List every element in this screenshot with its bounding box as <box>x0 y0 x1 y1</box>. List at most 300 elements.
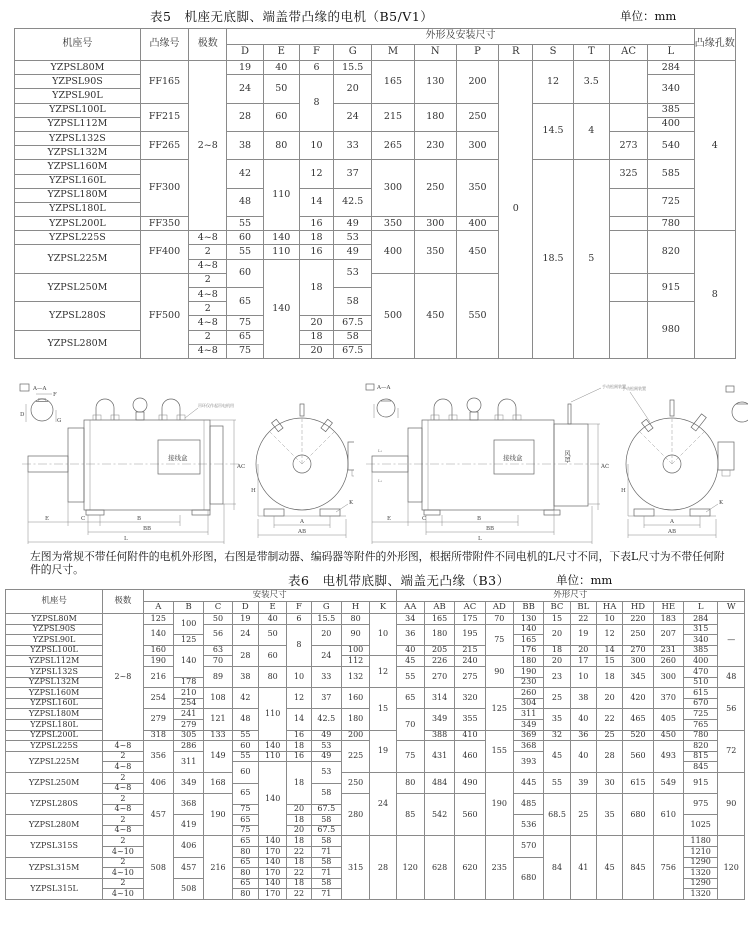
data-cell: 270 <box>424 666 454 687</box>
data-cell: 178 <box>174 677 204 688</box>
header-cell: E <box>259 602 287 614</box>
data-cell: 130 <box>414 61 456 104</box>
header-cell: AC <box>455 602 485 614</box>
header-cell: AC <box>609 45 647 61</box>
brake-release-rod <box>568 404 571 424</box>
data-cell: 845 <box>623 836 653 900</box>
data-cell: 10 <box>370 614 396 656</box>
data-cell: 1290 <box>684 878 718 889</box>
data-cell: 300 <box>414 217 456 231</box>
data-cell: 50 <box>259 624 287 645</box>
data-cell: 250 <box>414 160 456 217</box>
header-cell: P <box>456 45 498 61</box>
data-cell: 58 <box>334 288 372 316</box>
data-cell: 405 <box>653 709 683 730</box>
motor-front-view <box>621 385 734 538</box>
data-cell: 133 <box>204 730 232 741</box>
data-cell: 2 <box>103 772 143 783</box>
data-cell: 56 <box>718 688 745 730</box>
data-cell: 4~10 <box>103 889 143 900</box>
header-cell: K <box>370 602 396 614</box>
header-cell: BL <box>570 602 596 614</box>
data-cell: YZPSL200L <box>6 730 103 741</box>
data-cell <box>609 231 647 274</box>
data-cell: 80 <box>232 868 258 879</box>
data-cell: 1290 <box>684 857 718 868</box>
header-cell: AA <box>396 602 424 614</box>
data-cell: YZPSL280S <box>15 302 141 330</box>
data-cell: 36 <box>570 730 596 741</box>
dim-k-label: K <box>719 500 724 506</box>
data-cell: 350 <box>372 217 414 231</box>
data-cell: 457 <box>143 794 173 836</box>
data-cell: 4~8 <box>189 344 227 358</box>
data-cell: 4~10 <box>103 847 143 858</box>
data-cell: 520 <box>623 730 653 741</box>
data-cell: 780 <box>684 730 718 741</box>
data-cell: 140 <box>259 762 287 836</box>
data-cell: 30 <box>596 772 622 793</box>
data-cell: 510 <box>684 677 718 688</box>
data-table <box>5 589 745 900</box>
data-cell: YZPSL280M <box>6 815 103 836</box>
data-cell: 149 <box>204 741 232 773</box>
data-cell: 325 <box>609 160 647 188</box>
data-cell: 22 <box>596 709 622 730</box>
dim-f-label: F <box>53 392 57 398</box>
data-cell: 80 <box>263 131 299 159</box>
data-cell: 549 <box>653 772 683 793</box>
data-cell: 34 <box>396 614 424 625</box>
data-cell: 190 <box>513 666 543 677</box>
data-cell: 165 <box>424 614 454 625</box>
data-cell: 28 <box>232 645 258 666</box>
motor-drawing-right <box>358 376 748 546</box>
data-cell: 820 <box>684 741 718 752</box>
header-cell: N <box>414 45 456 61</box>
data-cell: 60 <box>232 762 258 783</box>
lifting-hook <box>96 399 114 420</box>
data-cell: 450 <box>456 231 498 274</box>
data-cell: 610 <box>653 794 683 836</box>
data-cell: 60 <box>227 231 263 245</box>
data-cell: 45 <box>544 741 570 773</box>
foot <box>424 510 440 515</box>
data-cell: 190 <box>143 656 173 667</box>
data-cell: 75 <box>485 624 513 656</box>
data-cell: 20 <box>544 656 570 667</box>
data-cell: YZPSL100L <box>6 645 103 656</box>
data-cell: 20 <box>287 804 311 815</box>
shaft-section-detail-partial <box>726 386 748 422</box>
data-cell: 40 <box>570 741 596 773</box>
data-cell: YZPSL225M <box>15 245 141 273</box>
data-cell: 65 <box>232 857 258 868</box>
data-cell: 36 <box>396 624 424 645</box>
data-cell: 67.5 <box>311 804 341 815</box>
data-cell: 540 <box>648 131 694 159</box>
data-cell: 230 <box>513 677 543 688</box>
data-cell: 28 <box>596 741 622 773</box>
data-cell: 80 <box>259 666 287 687</box>
data-cell: 18 <box>287 762 311 804</box>
data-cell: 16 <box>299 217 333 231</box>
data-cell: 8 <box>299 75 333 132</box>
data-cell: 48 <box>227 188 263 216</box>
brake-lever <box>691 414 706 431</box>
end-bracket <box>68 428 84 502</box>
data-cell: 10 <box>570 666 596 687</box>
data-cell: 250 <box>456 103 498 131</box>
motor-side-view <box>366 383 626 544</box>
header-cell: T <box>573 45 609 61</box>
header-cell: 外形及安装尺寸 <box>227 29 694 45</box>
data-cell: 67.5 <box>311 825 341 836</box>
data-cell: 48 <box>718 666 745 687</box>
data-cell: 4~8 <box>189 316 227 330</box>
data-cell: 80 <box>232 889 258 900</box>
data-cell: 68.5 <box>544 794 570 836</box>
header-cell: S <box>533 45 573 61</box>
data-cell: 315 <box>341 836 369 900</box>
data-cell: YZPSL100L <box>15 103 141 117</box>
header-cell: L <box>684 602 718 614</box>
header-cell: A <box>143 602 173 614</box>
data-cell: 368 <box>513 741 543 752</box>
data-cell: 25 <box>596 730 622 741</box>
dim-e-label: E <box>387 516 392 522</box>
data-cell: 2~8 <box>189 61 227 231</box>
data-cell: 70 <box>485 614 513 625</box>
data-cell: 393 <box>513 751 543 772</box>
table-row <box>15 131 736 145</box>
data-cell: 14 <box>596 645 622 656</box>
data-cell: 140 <box>263 231 299 245</box>
data-cell: 4 <box>573 103 609 160</box>
data-cell: 915 <box>648 273 694 301</box>
header-cell: AB <box>424 602 454 614</box>
data-cell: — <box>718 614 745 667</box>
header-cell: HE <box>653 602 683 614</box>
data-cell <box>609 61 647 104</box>
data-cell: 508 <box>174 878 204 899</box>
data-cell: 284 <box>648 61 694 75</box>
data-cell: 3.5 <box>573 61 609 104</box>
data-cell: 28 <box>370 836 396 900</box>
data-cell: 40 <box>570 709 596 730</box>
data-cell: 370 <box>653 688 683 709</box>
data-cell: 183 <box>653 614 683 625</box>
data-cell: 368 <box>174 794 204 815</box>
data-cell: 40 <box>259 614 287 625</box>
data-cell: 80 <box>341 614 369 625</box>
data-cell: 10 <box>299 131 333 159</box>
data-cell: 49 <box>334 245 372 259</box>
data-cell: FF350 <box>140 217 188 231</box>
foot <box>86 510 104 515</box>
data-cell: 190 <box>204 794 232 836</box>
data-cell: 58 <box>311 783 341 804</box>
data-cell: 58 <box>311 815 341 826</box>
data-cell: 284 <box>684 614 718 625</box>
data-cell: 18 <box>287 878 311 889</box>
data-cell: 0 <box>499 61 533 359</box>
header-cell: F <box>299 45 333 61</box>
data-cell: 2 <box>189 330 227 344</box>
foot <box>544 510 560 515</box>
data-cell: YZPSL132S <box>6 666 103 677</box>
dim-h-label: H <box>251 488 256 494</box>
data-cell: 2 <box>103 815 143 826</box>
motor-side-front-view-plain <box>12 376 354 546</box>
data-cell: 165 <box>372 61 414 104</box>
data-cell: 304 <box>513 698 543 709</box>
data-cell: 55 <box>227 217 263 231</box>
eyebolt-front <box>300 404 304 416</box>
data-cell: 349 <box>174 772 204 793</box>
data-cell: 28 <box>227 103 263 131</box>
data-cell: 132 <box>341 666 369 687</box>
data-cell: 75 <box>227 344 263 358</box>
data-cell: 508 <box>143 836 173 900</box>
eyebolt-icon <box>133 398 147 412</box>
data-cell: FF165 <box>140 61 188 104</box>
data-cell: FF500 <box>140 273 188 358</box>
data-cell: 58 <box>334 330 372 344</box>
shaft-section-detail <box>20 384 61 424</box>
data-cell: 12 <box>370 656 396 688</box>
data-cell: 70 <box>396 709 424 741</box>
data-cell: YZPSL225M <box>6 751 103 772</box>
section-label: A—A <box>377 385 391 391</box>
data-cell: 241 <box>174 709 204 720</box>
data-cell: 65 <box>227 288 263 316</box>
header-cell: R <box>499 45 533 61</box>
data-cell: YZPSL180L <box>6 719 103 730</box>
dim-h-label: H <box>621 488 626 494</box>
data-cell: 110 <box>263 160 299 231</box>
data-cell: 55 <box>232 751 258 762</box>
data-cell: 24 <box>311 645 341 666</box>
data-cell: YZPSL280S <box>6 794 103 815</box>
data-cell: 24 <box>370 772 396 836</box>
data-cell: YZPSL112M <box>6 656 103 667</box>
data-cell: 350 <box>414 231 456 274</box>
data-cell: 180 <box>341 709 369 730</box>
table-row <box>6 772 745 783</box>
data-cell: 16 <box>287 730 311 741</box>
data-cell: 140 <box>259 836 287 847</box>
data-cell: 60 <box>263 103 299 131</box>
data-cell: 680 <box>623 794 653 836</box>
data-cell: 216 <box>143 666 173 687</box>
header-cell: C <box>204 602 232 614</box>
data-cell: 318 <box>143 730 173 741</box>
foot <box>264 509 284 516</box>
data-cell: 75 <box>396 741 424 773</box>
header-cell: E <box>263 45 299 61</box>
data-cell: 315 <box>684 624 718 635</box>
data-cell: 16 <box>299 245 333 259</box>
data-cell: 305 <box>174 730 204 741</box>
foot <box>634 509 654 516</box>
data-cell: 56 <box>204 624 232 645</box>
foot <box>192 510 210 515</box>
data-cell: YZPSL80M <box>15 61 141 75</box>
table-row <box>15 217 736 231</box>
header-cell: D <box>232 602 258 614</box>
data-cell: 205 <box>424 645 454 656</box>
data-cell: 975 <box>684 794 718 815</box>
table-row <box>15 160 736 174</box>
dim-a-label: A <box>670 519 674 525</box>
data-cell: 460 <box>455 741 485 773</box>
data-cell: 140 <box>259 878 287 889</box>
data-cell: 2 <box>189 245 227 259</box>
data-cell: 19 <box>227 61 263 75</box>
data-cell: 419 <box>174 815 204 836</box>
eyebolt-icon <box>467 398 481 412</box>
data-cell: 6 <box>287 614 311 625</box>
data-cell: 4 <box>694 61 735 231</box>
data-cell: 58 <box>311 878 341 889</box>
data-cell: 58 <box>311 857 341 868</box>
data-cell: 18 <box>287 836 311 847</box>
data-cell: FF300 <box>140 160 188 217</box>
data-cell: 35 <box>596 794 622 836</box>
data-cell: 53 <box>334 231 372 245</box>
table6-unit-label: 单位：mm <box>556 573 613 587</box>
data-cell: 25 <box>544 688 570 709</box>
fan-cover <box>210 426 223 504</box>
data-cell: YZPSL90S <box>15 75 141 89</box>
data-cell: 75 <box>232 825 258 836</box>
data-cell: 108 <box>204 688 232 709</box>
data-cell: YZPSL132S <box>15 131 141 145</box>
data-cell: 18 <box>544 645 570 656</box>
data-cell: 406 <box>174 836 204 857</box>
data-cell: YZPSL90S <box>6 624 103 635</box>
data-cell: 2 <box>103 836 143 847</box>
data-cell: 2 <box>103 878 143 889</box>
data-cell: YZPSL90L <box>6 635 103 646</box>
dim-l-label: L <box>478 536 482 542</box>
data-cell: 6 <box>299 61 333 75</box>
motor-side-view <box>22 398 245 544</box>
data-cell: 38 <box>227 131 263 159</box>
data-cell: 140 <box>259 857 287 868</box>
motor-drawing-left <box>12 376 354 546</box>
data-cell: 286 <box>174 741 204 752</box>
data-cell: 215 <box>372 103 414 131</box>
data-cell: 80 <box>232 847 258 858</box>
data-cell: YZPSL132M <box>6 677 103 688</box>
data-cell: 320 <box>455 688 485 709</box>
data-cell: 170 <box>259 868 287 879</box>
data-cell: 369 <box>513 730 543 741</box>
data-cell: YZPSL180M <box>6 709 103 720</box>
data-cell: 180 <box>414 103 456 131</box>
data-cell: 71 <box>311 889 341 900</box>
data-cell: 349 <box>424 709 454 730</box>
table5-container <box>14 28 736 359</box>
data-cell: 121 <box>204 709 232 730</box>
section-label: A—A <box>33 386 47 392</box>
data-cell: 4~8 <box>103 762 143 773</box>
table-row <box>15 231 736 245</box>
data-cell: 60 <box>232 741 258 752</box>
data-cell: 431 <box>424 741 454 773</box>
data-cell: FF215 <box>140 103 188 131</box>
data-cell: 225 <box>341 741 369 773</box>
data-cell: 50 <box>204 614 232 625</box>
data-cell: 58 <box>311 836 341 847</box>
data-cell: 55 <box>232 730 258 741</box>
data-cell: 450 <box>653 730 683 741</box>
data-cell: 18 <box>299 259 333 316</box>
data-cell: 445 <box>513 772 543 793</box>
data-cell: YZPSL80M <box>6 614 103 625</box>
data-cell: 210 <box>174 688 204 699</box>
data-cell: 25 <box>570 794 596 836</box>
dim-k-label: K <box>349 500 354 506</box>
data-cell: 19 <box>570 624 596 645</box>
data-cell: 300 <box>623 656 653 667</box>
table-row <box>15 61 736 75</box>
header-cell: 极数 <box>103 590 143 614</box>
data-cell: 400 <box>648 117 694 131</box>
data-cell: 493 <box>653 741 683 773</box>
header-cell: HA <box>596 602 622 614</box>
data-cell <box>609 217 647 231</box>
data-cell: 300 <box>653 666 683 687</box>
table6-container <box>5 589 745 900</box>
data-cell: 90 <box>485 656 513 688</box>
motor-side-front-view-with-brake <box>358 376 748 546</box>
data-cell: 65 <box>232 836 258 847</box>
dim-g-label: G <box>57 418 62 424</box>
header-cell: M <box>372 45 414 61</box>
terminal-box-label: 接线盒 <box>168 454 188 462</box>
data-cell: 140 <box>174 645 204 677</box>
data-cell: 15 <box>596 656 622 667</box>
data-cell: 265 <box>372 131 414 159</box>
data-cell: 400 <box>684 656 718 667</box>
data-cell: 470 <box>684 666 718 677</box>
data-cell: 725 <box>684 709 718 720</box>
header-cell: 机座号 <box>6 590 103 614</box>
data-cell: 280 <box>341 794 369 836</box>
lifting-hook <box>162 399 180 420</box>
data-cell: 40 <box>263 61 299 75</box>
data-cell: 240 <box>455 656 485 667</box>
data-cell: 140 <box>259 741 287 752</box>
data-cell: 345 <box>623 666 653 687</box>
data-cell: 2 <box>189 302 227 316</box>
data-cell: 12 <box>287 688 311 709</box>
data-cell: YZPSL160M <box>15 160 141 174</box>
data-cell: 65 <box>232 815 258 826</box>
data-cell: 18 <box>299 330 333 344</box>
data-cell: FF400 <box>140 231 188 274</box>
data-cell: 2 <box>103 857 143 868</box>
data-cell: 20 <box>570 645 596 656</box>
data-cell: 24 <box>334 103 372 131</box>
data-cell: 72 <box>718 730 745 772</box>
data-cell: 550 <box>456 273 498 358</box>
data-cell: 340 <box>648 75 694 103</box>
data-cell: 18 <box>299 231 333 245</box>
